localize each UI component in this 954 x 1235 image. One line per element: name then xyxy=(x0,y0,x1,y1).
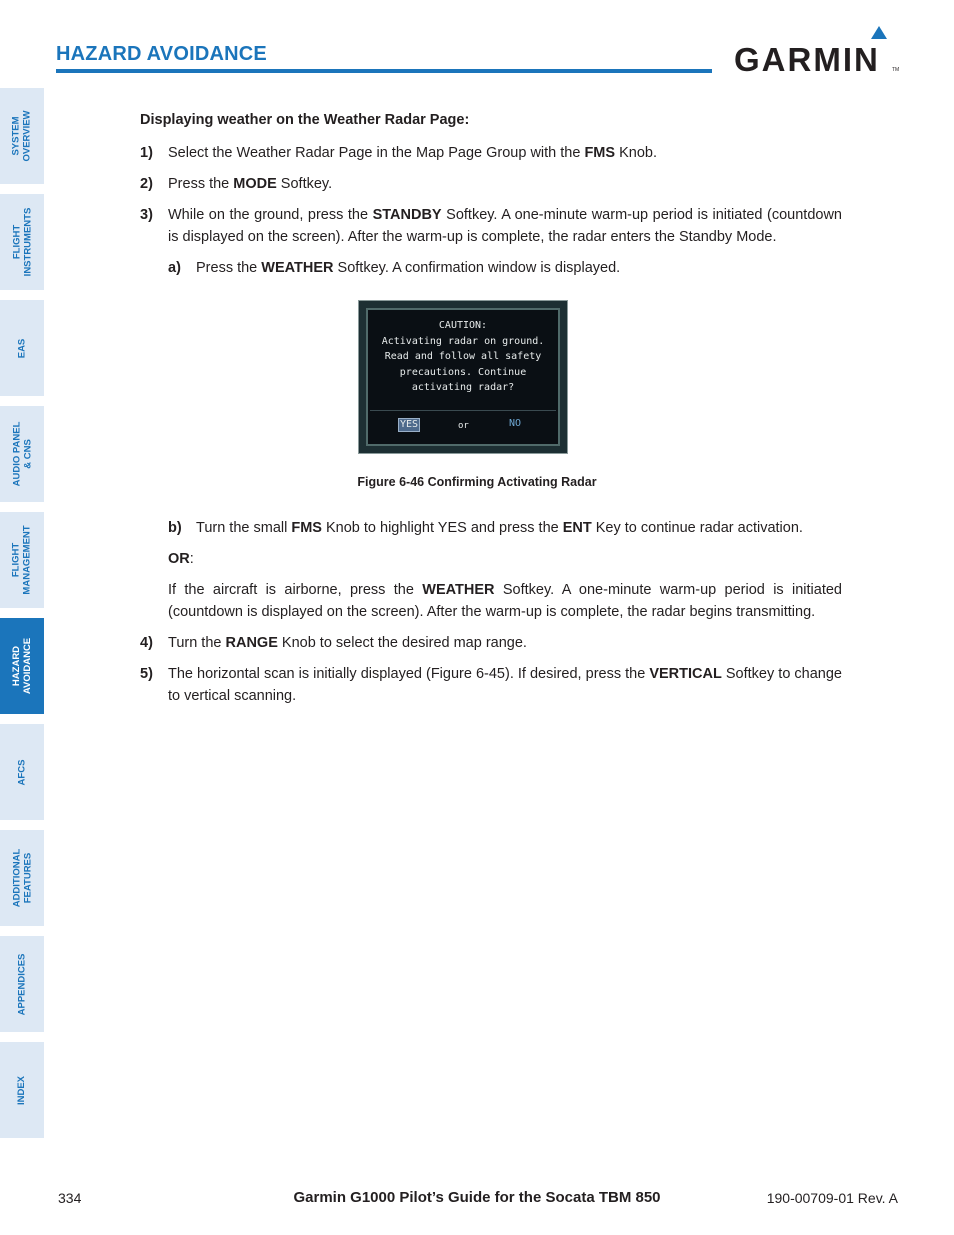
garmin-logo xyxy=(734,26,898,76)
step-number: 1) xyxy=(140,145,153,161)
step-3b-text: Turn the small FMS Knob to highlight YES and press the ENT Key to continue radar activation. xyxy=(196,520,803,536)
doc-number: 190-00709-01 Rev. A xyxy=(766,1190,898,1206)
page-number: 334 xyxy=(58,1190,82,1206)
tab-flight-instruments[interactable]: FLIGHT INSTRUMENTS xyxy=(0,194,44,290)
garmin-triangle-icon xyxy=(871,26,887,39)
logo-text: GARMIN xyxy=(734,41,880,78)
caution-line: activating radar? xyxy=(411,382,515,393)
yes-option[interactable]: YES xyxy=(400,419,419,430)
tab-eas[interactable]: EAS xyxy=(0,300,44,396)
section-title: HAZARD AVOIDANCE xyxy=(56,43,267,65)
tab-flight-management[interactable]: FLIGHT MANAGEMENT xyxy=(0,512,44,608)
caution-line: precautions. Continue xyxy=(399,366,527,378)
step-number: 4) xyxy=(140,635,153,651)
caution-line: Read and follow all safety xyxy=(384,351,542,362)
step-3a-text: Press the WEATHER Softkey. A confirmation window is displayed. xyxy=(196,260,621,276)
caution-message xyxy=(368,318,558,396)
tab-system-overview[interactable]: SYSTEM OVERVIEW xyxy=(0,88,44,184)
step-number: 2) xyxy=(140,176,153,192)
no-option[interactable]: NO xyxy=(509,418,522,429)
airborne-text: If the aircraft is airborne, press the WEATHER Softkey. A one-minute warm-up period is initiated (countdown is displayed on the screen). After the warm-up is complete, the radar begins transmitting. xyxy=(168,582,842,620)
tab-additional-features[interactable]: ADDITIONAL FEATURES xyxy=(0,830,44,926)
tab-index[interactable]: INDEX xyxy=(0,1042,44,1138)
svg-text:TM: TM xyxy=(892,67,900,73)
header-rule xyxy=(56,69,712,73)
step-number: 3) xyxy=(140,207,153,223)
caution-divider xyxy=(370,410,556,411)
step-number: 5) xyxy=(140,666,153,682)
caution-title: CAUTION: xyxy=(438,320,488,331)
caution-line: Activating radar on ground. xyxy=(381,335,545,347)
step-5-text: The horizontal scan is initially displayed (Figure 6-45). If desired, press the VERTICAL Softkey to change to vertical scanning. xyxy=(168,666,842,704)
substep-letter: a) xyxy=(168,260,181,276)
procedure-heading: Displaying weather on the Weather Radar Page: xyxy=(140,112,470,128)
step-4-text: Turn the RANGE Knob to select the desired map range. xyxy=(168,635,527,651)
or-label: or xyxy=(458,421,469,431)
figure-caption: Figure 6-46 Confirming Activating Radar xyxy=(357,475,597,489)
tab-afcs[interactable]: AFCS xyxy=(0,724,44,820)
radar-caution-panel xyxy=(366,308,560,446)
radar-caution-window xyxy=(358,300,568,454)
step-3-text: While on the ground, press the STANDBY Softkey. A one-minute warm-up period is initiated (countdown is displayed on the screen). After the warm-up is complete, the radar enters the Standby Mode. xyxy=(168,207,842,245)
or-separator: OR: xyxy=(168,551,194,567)
tab-hazard-avoidance[interactable]: HAZARD AVOIDANCE xyxy=(0,618,44,714)
step-1-text: Select the Weather Radar Page in the Map Page Group with the FMS Knob. xyxy=(168,145,657,161)
tab-audio-panel-cns[interactable]: AUDIO PANEL & CNS xyxy=(0,406,44,502)
tab-appendices[interactable]: APPENDICES xyxy=(0,936,44,1032)
substep-letter: b) xyxy=(168,520,182,536)
step-2-text: Press the MODE Softkey. xyxy=(168,176,333,192)
footer-title: Garmin G1000 Pilot’s Guide for the Socata TBM 850 xyxy=(293,1189,661,1206)
